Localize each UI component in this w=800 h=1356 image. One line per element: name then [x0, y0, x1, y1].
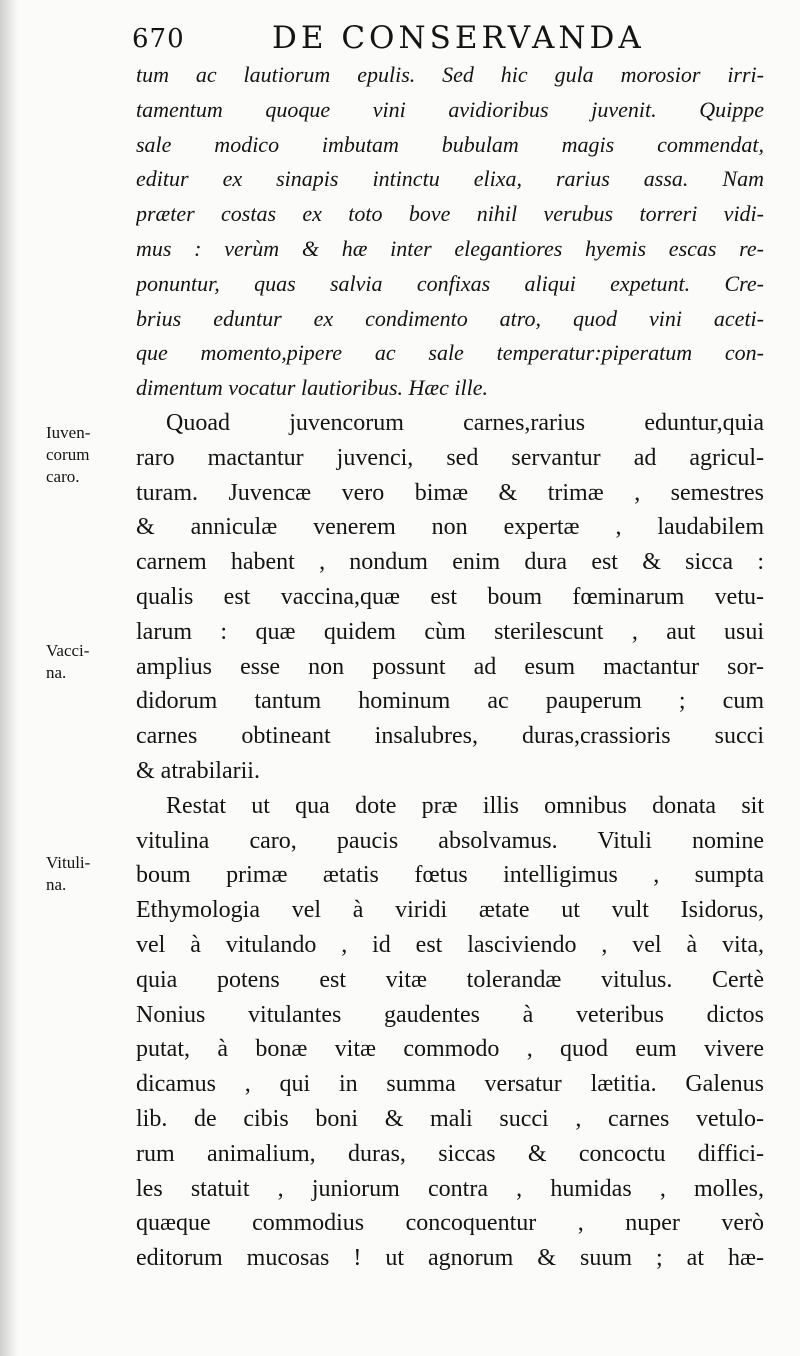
margin-note-vitulina — [46, 852, 130, 896]
margin-note-line: Vacci- — [46, 641, 90, 660]
text-line: quæque commodius concoquentur , nuper verò — [136, 1210, 764, 1237]
text-line: amplius esse non possunt ad esum mactantur sor- — [136, 653, 764, 680]
text-line: qualis est vaccina,quæ est boum fœminarum vetu- — [136, 583, 764, 610]
text-line: turam. Juvencæ vero bimæ & trimæ , semestres — [136, 479, 764, 506]
text-line: vitulina caro, paucis absolvamus. Vituli nomine — [136, 827, 764, 854]
margin-note-line: na. — [46, 875, 67, 894]
page-number: 670 — [132, 24, 185, 54]
text-line: ponuntur, quas salvia confixas aliqui expetunt. Cre- — [136, 270, 764, 296]
text-line: dicamus , qui in summa versatur lætitia. Galenus — [136, 1071, 764, 1098]
main-text — [136, 58, 764, 1276]
text-line: les statuit , juniorum contra , humidas , molles, — [136, 1175, 764, 1202]
margin-note-vaccina — [46, 640, 130, 684]
text-line: carnes obtineant insalubres, duras,crassioris succi — [136, 723, 764, 750]
text-line: editur ex sinapis intinctu elixa, rarius assa. Nam — [136, 166, 764, 192]
margin-note-iuvencorum — [46, 422, 130, 488]
text-line: & anniculæ venerem non expertæ , laudabilem — [136, 514, 764, 541]
text-line: mus : verùm & hæ inter elegantiores hyemis escas re- — [136, 235, 764, 261]
running-title: DE CONSERVANDA — [272, 20, 645, 56]
text-line: Ethymologia vel à viridi ætate ut vult Isidorus, — [136, 897, 764, 924]
text-line: brius eduntur ex condimento atro, quod vini aceti- — [136, 305, 764, 331]
text-line: præter costas ex toto bove nihil verubus torreri vidi- — [136, 201, 764, 227]
margin-note-line: corum — [46, 445, 90, 464]
text-line: sale modico imbutam bubulam magis commendat, — [136, 131, 764, 157]
text-line: larum : quæ quidem cùm sterilescunt , aut usui — [136, 618, 764, 645]
text-line: Restat ut qua dote præ illis omnibus donata sit — [166, 792, 764, 819]
margin-note-line: Iuven- — [46, 423, 91, 442]
margin-note-line: caro. — [46, 467, 80, 486]
margin-note-line: Vituli- — [46, 853, 91, 872]
text-line: boum primæ ætatis fœtus intelligimus , sumpta — [136, 862, 764, 889]
text-line: tum ac lautiorum epulis. Sed hic gula morosior irri- — [136, 62, 764, 87]
text-line: putat, à bonæ vitæ commodo , quod eum vivere — [136, 1036, 764, 1063]
text-line: raro mactantur juvenci, sed servantur ad agricul- — [136, 444, 764, 471]
text-line: rum animalium, duras, siccas & concoctu diffici- — [136, 1140, 764, 1167]
text-line: tamentum quoque vini avidioribus juvenit. Quippe — [136, 96, 764, 122]
text-line: carnem habent , nondum enim dura est & sicca : — [136, 549, 764, 576]
margin-note-line: na. — [46, 663, 67, 682]
text-line: dimentum vocatur lautioribus. Hæc ille. — [136, 375, 488, 401]
text-line: editorum mucosas ! ut agnorum & suum ; at hæ- — [136, 1245, 764, 1272]
text-line: didorum tantum hominum ac pauperum ; cum — [136, 688, 764, 715]
text-line: quia potens est vitæ tolerandæ vitulus. Certè — [136, 966, 764, 993]
text-line: lib. de cibis boni & mali succi , carnes vetulo- — [136, 1105, 764, 1132]
text-line: vel à vitulando , id est lasciviendo , vel à vita, — [136, 931, 764, 958]
text-line: & atrabilarii. — [136, 757, 260, 784]
page-gutter-shadow — [0, 0, 18, 1356]
text-line: Quoad juvencorum carnes,rarius eduntur,quia — [166, 409, 764, 436]
text-line: Nonius vitulantes gaudentes à veteribus dictos — [136, 1001, 764, 1028]
text-line: que momento,pipere ac sale temperatur:piperatum con- — [136, 340, 764, 366]
page-header — [120, 18, 780, 58]
